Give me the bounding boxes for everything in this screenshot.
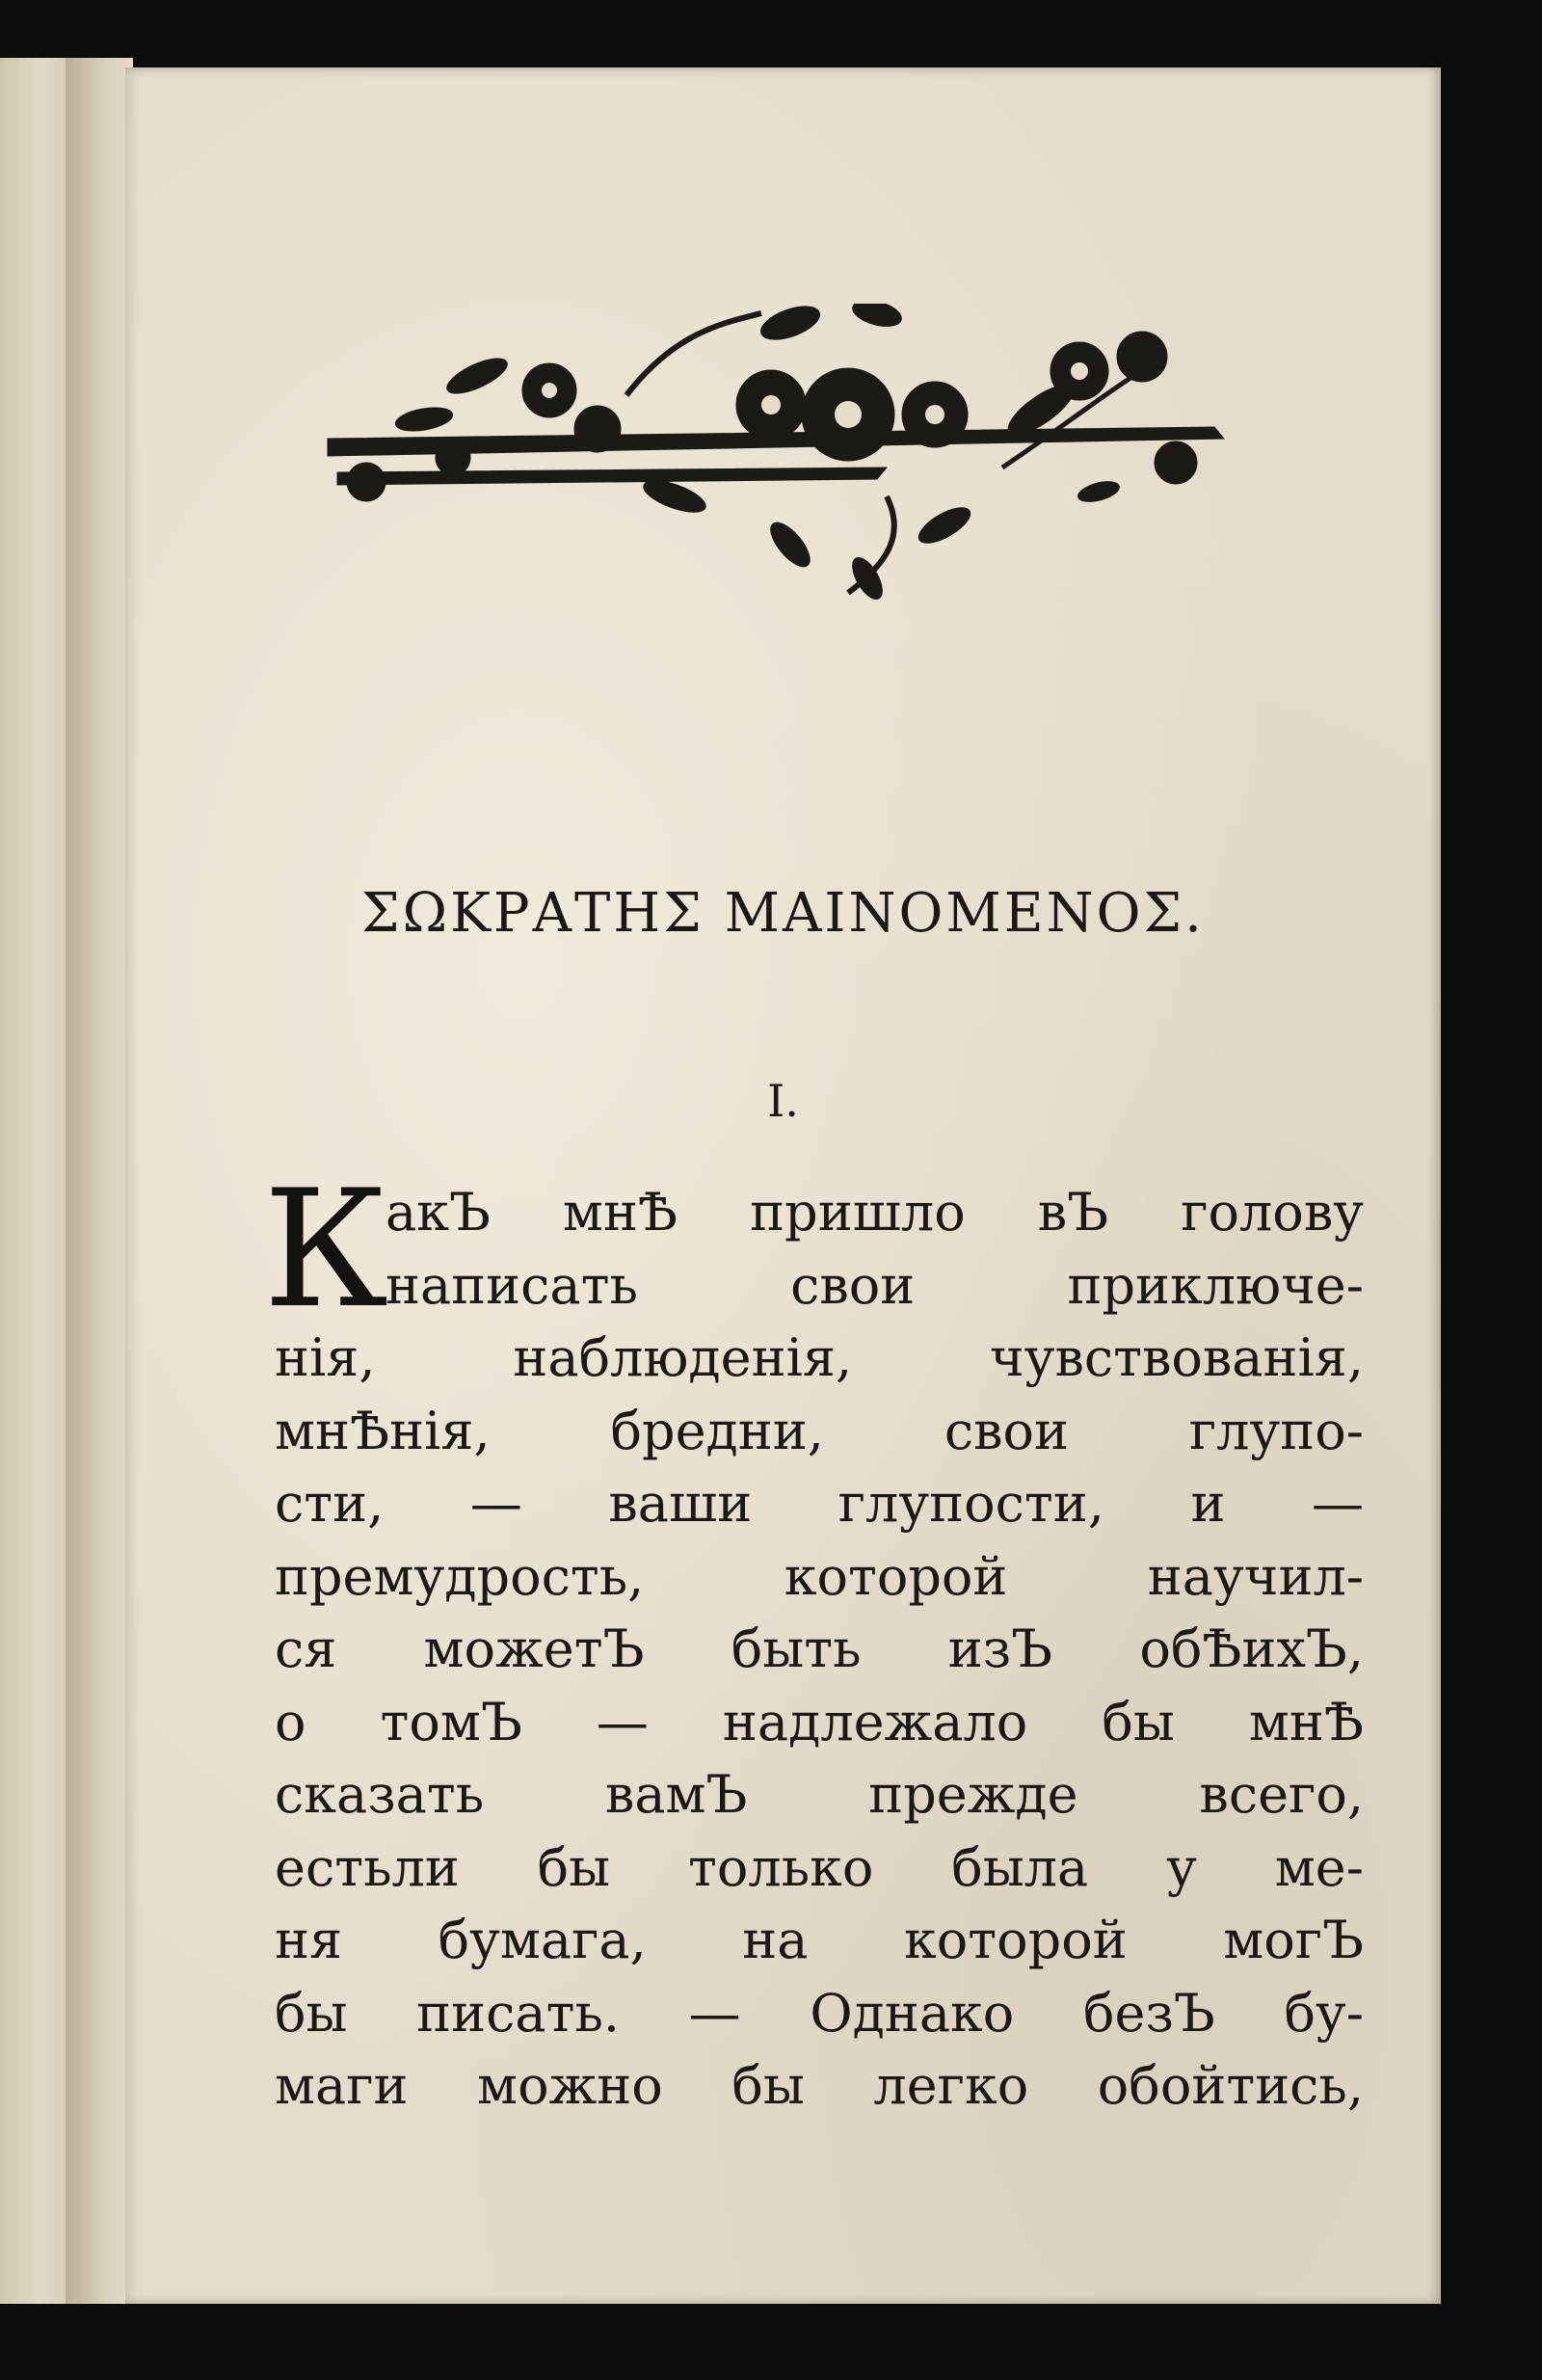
text-line: ся можетЪ быть изЪ обѢихЪ,: [275, 1618, 1364, 1679]
floral-ornament-icon: [308, 304, 1291, 612]
text-line: естьли бы только была у ме-: [275, 1836, 1364, 1898]
section-number: I.: [767, 1075, 799, 1127]
text-line: маги можно бы легко обойтись,: [275, 2055, 1364, 2116]
text-line: сти, — ваши глупости, и —: [275, 1473, 1364, 1534]
text-line: бы писать. — Однако безЪ бу-: [275, 1982, 1364, 2044]
text-line: написать свои приключе-: [386, 1254, 1364, 1316]
body-text: [263, 1155, 1364, 2123]
book-gutter: [66, 58, 133, 2304]
text-line: мнѢнія, бредни, свои глупо-: [275, 1400, 1364, 1461]
facing-page-edge: [0, 58, 67, 2304]
text-line: премудрость, которой научил-: [275, 1545, 1364, 1607]
text-line: нія, наблюденія, чувствованія,: [275, 1327, 1364, 1388]
text-line: ня бумага, на которой могЪ: [275, 1910, 1364, 1970]
page-title: ΣΩΚΡΑΤΗΣ ΜΑΙΝΟΜΕΝΟΣ.: [361, 882, 1205, 945]
text-line: о томЪ — надлежало бы мнѢ: [275, 1691, 1364, 1752]
drop-cap: К: [263, 1155, 389, 1344]
book-page: [125, 67, 1441, 2304]
text-line: сказать вамЪ прежде всего,: [275, 1764, 1364, 1825]
text-line: акЪ мнѢ пришло вЪ голову: [386, 1182, 1364, 1243]
